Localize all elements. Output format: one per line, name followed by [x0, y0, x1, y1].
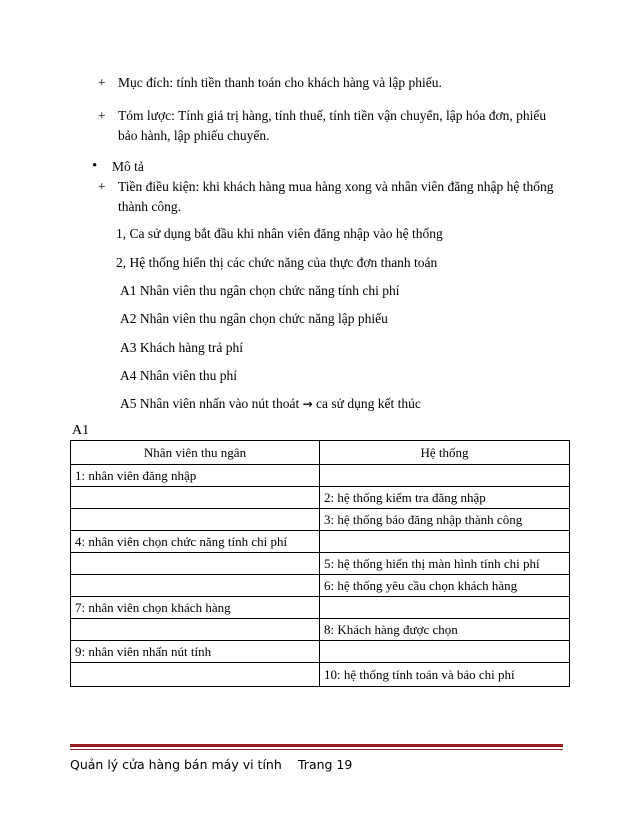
goal-text: Mục đích: tính tiền thanh toán cho khách hàng và lập phiếu.	[118, 75, 442, 90]
precondition-line1: Tiền điều kiện: khi khách hàng mua hàng xong và nhân viên đăng nhập hệ thống	[118, 179, 554, 194]
table-row	[71, 597, 570, 619]
precondition-line2: thành công.	[118, 199, 181, 214]
plus-marker: +	[98, 75, 106, 90]
step-1: 1, Ca sử dụng bắt đầu khi nhân viên đăng nhập vào hệ thống	[116, 226, 443, 241]
table-cell	[71, 663, 320, 687]
table-cell	[71, 553, 320, 575]
footer-page-number: Trang 19	[298, 757, 353, 772]
table-row	[71, 487, 570, 509]
table-header-row	[71, 441, 570, 465]
alt-a2: A2 Nhân viên thu ngân chọn chức năng lập phiếu	[120, 311, 388, 326]
table-cell	[320, 597, 570, 619]
alt-a5	[120, 395, 421, 413]
table-cell	[320, 531, 570, 553]
table-cell: 1: nhân viên đăng nhập	[71, 465, 320, 487]
arrow-right-icon: →	[302, 397, 313, 411]
bullet-icon: •	[92, 158, 98, 174]
alt-a5-result: ca sử dụng kết thúc	[312, 396, 421, 411]
table-row	[71, 553, 570, 575]
table-cell: 7: nhân viên chọn khách hàng	[71, 597, 320, 619]
alt-a1: A1 Nhân viên thu ngân chọn chức năng tính chi phí	[120, 283, 400, 298]
table-cell	[320, 641, 570, 663]
alt-a4: A4 Nhân viên thu phí	[120, 368, 237, 383]
alt-a5-text: A5 Nhân viên nhấn vào nút thoát	[120, 396, 303, 411]
table-row	[71, 465, 570, 487]
plus-marker: +	[98, 179, 106, 194]
footer-divider-thick	[70, 744, 563, 747]
column-header-cashier: Nhân viên thu ngân	[71, 441, 320, 465]
table-cell: 2: hệ thống kiểm tra đăng nhập	[320, 487, 570, 509]
plus-marker: +	[98, 108, 106, 123]
table-cell: 10: hệ thống tính toán và báo chi phí	[320, 663, 570, 687]
section-label: A1	[72, 423, 90, 438]
table-row	[71, 531, 570, 553]
summary-text-line1: Tóm lược: Tính giá trị hàng, tính thuế, tính tiền vận chuyển, lập hóa đơn, phiếu	[118, 108, 547, 123]
footer-title: Quản lý cửa hàng bán máy vi tính	[70, 757, 282, 772]
table-cell	[320, 465, 570, 487]
summary-text-line2: bảo hành, lập phiếu chuyển.	[118, 128, 270, 143]
table-cell: 6: hệ thống yêu cầu chọn khách hàng	[320, 575, 570, 597]
table-row	[71, 641, 570, 663]
table-cell: 4: nhân viên chọn chức năng tính chi phí	[71, 531, 320, 553]
step-2: 2, Hệ thống hiển thị các chức năng của thực đơn thanh toán	[116, 255, 438, 270]
table-cell: 9: nhân viên nhấn nút tính	[71, 641, 320, 663]
table-row	[71, 509, 570, 531]
table-cell: 5: hệ thống hiển thị màn hình tính chi phí	[320, 553, 570, 575]
table-row	[71, 619, 570, 641]
alt-a3: A3 Khách hàng trả phí	[120, 340, 243, 355]
column-header-system: Hệ thống	[320, 441, 570, 465]
table-cell	[71, 509, 320, 531]
table-cell	[71, 575, 320, 597]
flow-table	[70, 440, 570, 687]
table-cell	[71, 619, 320, 641]
table-row	[71, 663, 570, 687]
table-cell: 8: Khách hàng được chọn	[320, 619, 570, 641]
describe-heading: Mô tả	[112, 159, 144, 174]
footer-divider-thin	[70, 749, 563, 750]
table-row	[71, 575, 570, 597]
table-cell	[71, 487, 320, 509]
table-cell: 3: hệ thống báo đăng nhập thành công	[320, 509, 570, 531]
